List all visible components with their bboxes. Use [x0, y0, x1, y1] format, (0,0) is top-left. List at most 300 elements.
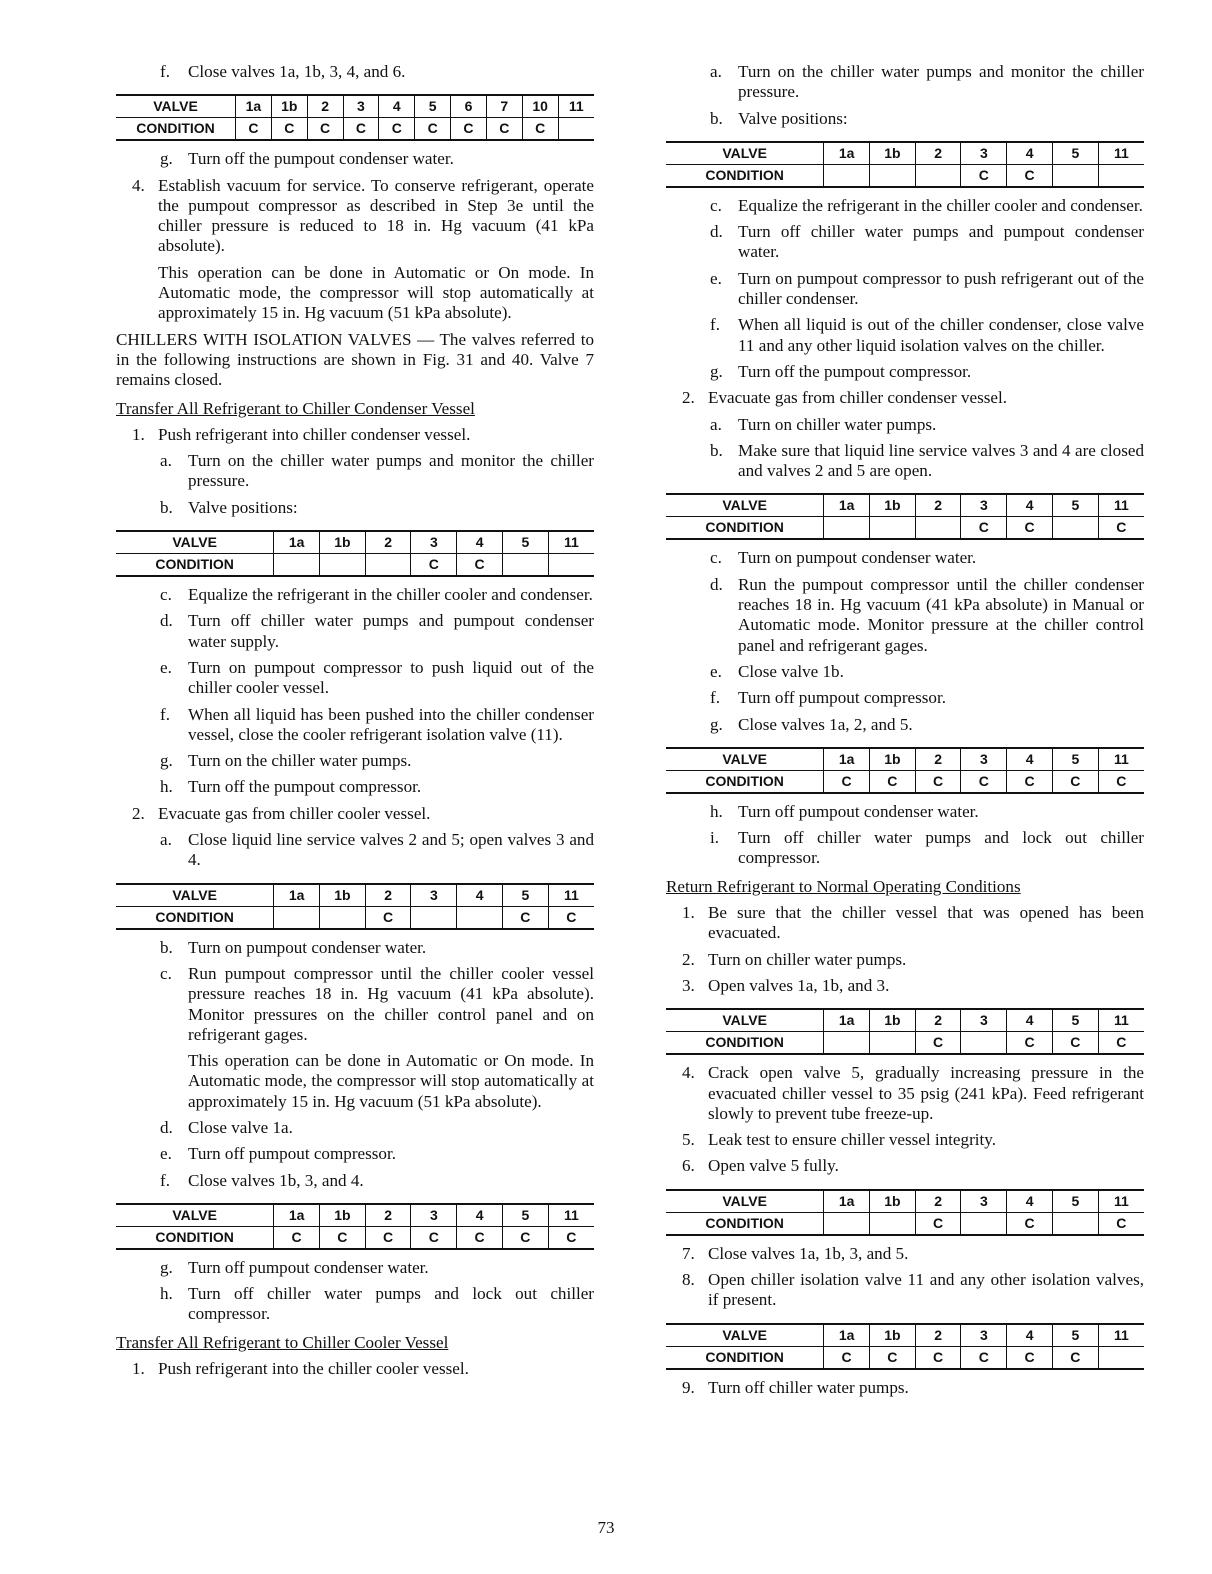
valve-number-cell: 2 — [915, 1009, 961, 1032]
list-item-text: Turn off the pumpout condenser water. — [188, 149, 454, 169]
valve-number-cell: 2 — [915, 494, 961, 517]
condition-label-cell: CONDITION — [705, 519, 784, 536]
valve-number-cell: 1a — [824, 1009, 870, 1032]
valve-number-cell: 4 — [1007, 1324, 1053, 1347]
list-item — [666, 548, 1144, 568]
list-item-text: Run the pumpout compressor until the chiller condenser reaches 18 in. Hg vacuum (41 kPa absolute) in Manual or Automatic mode. Monitor pressure at the chiller control panel and refrigerant gages. — [738, 574, 1144, 655]
valve-condition-cell — [274, 554, 320, 577]
valve-condition-cell — [319, 906, 365, 929]
valve-number-cell: 5 — [1052, 142, 1098, 165]
list-item-text: Equalize the refrigerant in the chiller cooler and condenser. — [188, 585, 593, 605]
valve-condition-cell: C — [451, 118, 487, 141]
valve-number-cell: 3 — [961, 1190, 1007, 1213]
list-item-marker: 4. — [132, 175, 145, 195]
list-item — [666, 315, 1144, 356]
valve-condition-cell — [824, 164, 870, 187]
valve-condition-cell: C — [961, 164, 1007, 187]
valve-number-cell: 11 — [1098, 1190, 1144, 1213]
condition-label-cell: CONDITION — [705, 1034, 784, 1051]
valve-condition-cell — [869, 1032, 915, 1055]
list-item — [666, 688, 1144, 708]
left-column — [116, 62, 594, 1385]
list-item-text: Turn on pumpout condenser water. — [188, 937, 427, 957]
list-item-text: Valve positions: — [188, 497, 298, 517]
valve-condition-cell — [457, 906, 503, 929]
list-item-text: Turn on the chiller water pumps and monitor the chiller pressure. — [188, 451, 594, 491]
valve-condition-cell — [1052, 517, 1098, 540]
list-item-text: Turn off pumpout compressor. — [188, 1144, 396, 1164]
list-item-text: Close liquid line service valves 2 and 5; open valves 3 and 4. — [188, 830, 594, 870]
valve-condition-cell — [915, 164, 961, 187]
page-number: 73 — [597, 1518, 615, 1537]
valve-number-cell: 1b — [869, 1009, 915, 1032]
valve-number-cell: 2 — [365, 531, 411, 554]
valve-condition-cell: C — [365, 1226, 411, 1249]
list-item-text: Turn on chiller water pumps. — [738, 414, 937, 434]
list-item — [116, 451, 594, 492]
list-item — [666, 1270, 1144, 1311]
valve-number-cell: 11 — [548, 884, 594, 907]
list-item-marker: 1. — [132, 1359, 145, 1379]
valve-header-row — [116, 884, 594, 907]
condition-row — [666, 164, 1144, 187]
condition-row — [666, 1032, 1144, 1055]
valve-number-cell: 11 — [548, 531, 594, 554]
valve-condition-cell — [961, 1032, 1007, 1055]
list-item — [116, 1258, 594, 1278]
list-item-text: Close valves 1b, 3, and 4. — [188, 1170, 364, 1190]
list-item-text: Turn on the chiller water pumps and monitor the chiller pressure. — [738, 62, 1144, 102]
valve-header-row — [666, 142, 1144, 165]
list-item-marker: g. — [160, 1257, 173, 1277]
list-item-marker: 1. — [682, 903, 695, 923]
valve-number-cell: 11 — [1098, 1324, 1144, 1347]
list-item — [666, 1156, 1144, 1176]
list-item-marker: d. — [710, 222, 723, 242]
list-item-text: Valve positions: — [738, 108, 848, 128]
valve-table — [666, 141, 1144, 188]
valve-condition-cell: C — [1052, 1346, 1098, 1369]
valve-condition-cell: C — [502, 1226, 548, 1249]
valve-condition-cell — [1098, 164, 1144, 187]
valve-condition-cell: C — [548, 1226, 594, 1249]
valve-number-cell: 4 — [457, 531, 503, 554]
list-item-text: Turn off chiller water pumps and lock out chiller compressor. — [738, 828, 1144, 868]
list-item — [666, 362, 1144, 382]
list-item-marker: c. — [160, 963, 172, 983]
valve-label-cell: VALVE — [666, 748, 824, 771]
valve-number-cell: 2 — [915, 1190, 961, 1213]
valve-condition-cell: C — [1052, 770, 1098, 793]
list-item-marker: 7. — [682, 1243, 695, 1263]
valve-number-cell: 2 — [915, 748, 961, 771]
valve-condition-cell: C — [824, 1346, 870, 1369]
valve-number-cell: 1b — [869, 494, 915, 517]
list-item-text: Run pumpout compressor until the chiller cooler vessel pressure reaches 18 in. Hg vacuum (41 kPa absolute). Monitor pressures on the chiller control panel and on refrigerant gages. — [188, 963, 594, 1044]
list-item-text: Turn off chiller water pumps and pumpout condenser water. — [738, 222, 1144, 262]
valve-condition-cell — [961, 1212, 1007, 1235]
list-item-text: Turn off the pumpout compressor. — [188, 777, 422, 797]
valve-condition-cell: C — [457, 1226, 503, 1249]
list-item-marker: 2. — [682, 949, 695, 969]
condition-label-cell: CONDITION — [705, 166, 784, 183]
valve-number-cell: 5 — [415, 95, 451, 118]
valve-condition-cell — [869, 517, 915, 540]
list-item-marker: 1. — [132, 424, 145, 444]
list-item — [116, 585, 594, 605]
valve-number-cell: 3 — [411, 531, 457, 554]
list-item-marker: f. — [710, 315, 720, 335]
valve-number-cell: 4 — [379, 95, 415, 118]
list-item — [666, 976, 1144, 996]
valve-condition-cell: C — [961, 1346, 1007, 1369]
valve-label-cell: VALVE — [666, 1324, 824, 1347]
paragraph: CHILLERS WITH ISOLATION VALVES — The valves referred to in the following instructions are shown in Fig. 31 and 40. Valve 7 remains closed. — [116, 329, 594, 390]
valve-number-cell: 5 — [502, 1204, 548, 1227]
valve-table — [116, 530, 594, 577]
list-item-marker: f. — [160, 1170, 170, 1190]
condition-label-cell: CONDITION — [155, 556, 234, 573]
valve-number-cell: 4 — [457, 884, 503, 907]
valve-number-cell: 1a — [274, 531, 320, 554]
valve-condition-cell: C — [307, 118, 343, 141]
list-item-text: Turn off the pumpout compressor. — [738, 361, 972, 381]
valve-condition-cell: C — [379, 118, 415, 141]
list-item — [666, 415, 1144, 435]
valve-condition-cell: C — [915, 1346, 961, 1369]
list-item — [666, 662, 1144, 682]
valve-table — [666, 493, 1144, 540]
list-item-marker: 2. — [682, 388, 695, 408]
valve-number-cell: 5 — [1052, 494, 1098, 517]
valve-condition-cell: C — [502, 906, 548, 929]
list-item — [666, 575, 1144, 656]
list-item — [116, 1359, 594, 1379]
valve-number-cell: 1b — [869, 1324, 915, 1347]
valve-condition-cell: C — [411, 554, 457, 577]
condition-label-cell: CONDITION — [705, 1214, 784, 1231]
list-item — [666, 441, 1144, 482]
valve-number-cell: 4 — [1007, 1009, 1053, 1032]
valve-number-cell: 2 — [307, 95, 343, 118]
valve-condition-cell: C — [1007, 1212, 1053, 1235]
list-item-marker: b. — [160, 937, 173, 957]
valve-number-cell: 11 — [1098, 1009, 1144, 1032]
condition-row — [666, 770, 1144, 793]
list-item-marker: a. — [160, 830, 172, 850]
valve-number-cell: 3 — [961, 142, 1007, 165]
valve-number-cell: 3 — [961, 1324, 1007, 1347]
list-item-text: When all liquid has been pushed into the chiller condenser vessel, close the cooler refrigerant isolation valve (11). — [188, 704, 594, 744]
condition-label-cell: CONDITION — [155, 1228, 234, 1245]
list-item-text: Equalize the refrigerant in the chiller cooler and condenser. — [738, 195, 1143, 215]
valve-condition-cell: C — [869, 1346, 915, 1369]
list-item-marker: a. — [710, 414, 722, 434]
valve-number-cell: 1b — [869, 748, 915, 771]
valve-condition-cell: C — [1098, 1032, 1144, 1055]
list-item-text: Close valves 1a, 2, and 5. — [738, 714, 913, 734]
list-item-marker: g. — [710, 714, 723, 734]
list-item — [116, 1118, 594, 1138]
list-item — [116, 964, 594, 1045]
right-column — [666, 62, 1144, 1404]
valve-number-cell: 4 — [1007, 494, 1053, 517]
valve-number-cell: 11 — [1098, 748, 1144, 771]
list-item-text: Turn off pumpout condenser water. — [188, 1257, 429, 1277]
valve-label-cell: VALVE — [666, 1009, 824, 1032]
list-item-text: Turn off chiller water pumps. — [708, 1377, 909, 1397]
list-item-text: Close valve 1b. — [738, 661, 844, 681]
valve-number-cell: 5 — [502, 884, 548, 907]
list-item-marker: 5. — [682, 1130, 695, 1150]
valve-number-cell: 1b — [319, 1204, 365, 1227]
list-item-marker: 8. — [682, 1269, 695, 1289]
valve-condition-cell — [824, 517, 870, 540]
section-heading: Return Refrigerant to Normal Operating Conditions — [666, 876, 1021, 896]
list-item — [666, 388, 1144, 408]
valve-number-cell: 4 — [1007, 748, 1053, 771]
list-item-text: Crack open valve 5, gradually increasing pressure in the evacuated chiller vessel to 35 psig (241 kPa). Feed refrigerant slowly to prevent tube freeze-up. — [708, 1063, 1144, 1123]
valve-condition-cell: C — [274, 1226, 320, 1249]
valve-condition-cell — [365, 554, 411, 577]
condition-row — [116, 1226, 594, 1249]
list-item-marker: c. — [710, 195, 722, 215]
list-item — [666, 1378, 1144, 1398]
valve-condition-cell: C — [365, 906, 411, 929]
valve-number-cell: 2 — [365, 1204, 411, 1227]
list-item-text: Turn off chiller water pumps and pumpout condenser water supply. — [188, 611, 594, 651]
list-item-marker: e. — [160, 1144, 172, 1164]
list-item — [666, 62, 1144, 103]
condition-row — [116, 906, 594, 929]
valve-condition-cell: C — [1007, 1032, 1053, 1055]
list-item — [116, 611, 594, 652]
list-item-text: Be sure that the chiller vessel that was opened has been evacuated. — [708, 903, 1144, 943]
list-item-marker: 6. — [682, 1156, 695, 1176]
valve-condition-cell — [502, 554, 548, 577]
list-item-text: Close valve 1a. — [188, 1117, 293, 1137]
valve-header-row — [116, 95, 594, 118]
valve-label-cell: VALVE — [116, 1204, 274, 1227]
list-item — [666, 950, 1144, 970]
valve-number-cell: 1b — [319, 884, 365, 907]
list-item-marker: e. — [710, 661, 722, 681]
valve-number-cell: 1a — [824, 748, 870, 771]
valve-number-cell: 1a — [824, 494, 870, 517]
list-item-text: Turn on chiller water pumps. — [708, 949, 907, 969]
valve-condition-cell: C — [915, 1032, 961, 1055]
valve-table — [116, 883, 594, 930]
valve-condition-cell — [824, 1212, 870, 1235]
list-item-marker: c. — [160, 585, 172, 605]
valve-header-row — [116, 531, 594, 554]
valve-header-row — [666, 748, 1144, 771]
list-item — [116, 830, 594, 871]
list-item-marker: 4. — [682, 1063, 695, 1083]
valve-condition-cell: C — [415, 118, 451, 141]
list-item — [116, 498, 594, 518]
list-item — [116, 705, 594, 746]
valve-condition-cell: C — [915, 770, 961, 793]
valve-condition-cell: C — [1007, 164, 1053, 187]
list-item — [666, 903, 1144, 944]
condition-label-cell: CONDITION — [705, 1348, 784, 1365]
list-item-marker: h. — [160, 1284, 173, 1304]
list-item-text: Make sure that liquid line service valves 3 and 4 are closed and valves 2 and 5 are open. — [738, 440, 1144, 481]
list-item-text: Establish vacuum for service. To conserve refrigerant, operate the pumpout compressor as described in Step 3e until the chiller pressure is reduced to 18 in. Hg vacuum (41 kPa absolute). — [158, 175, 594, 256]
valve-number-cell: 1b — [869, 142, 915, 165]
valve-table — [666, 747, 1144, 794]
condition-label-cell: CONDITION — [155, 908, 234, 925]
valve-table — [116, 1203, 594, 1250]
section-heading: Transfer All Refrigerant to Chiller Cooler Vessel — [116, 1332, 449, 1352]
valve-label-cell: VALVE — [116, 95, 236, 118]
valve-number-cell: 11 — [1098, 142, 1144, 165]
list-item-marker: c. — [710, 548, 722, 568]
valve-number-cell: 7 — [486, 95, 522, 118]
list-item-marker: g. — [710, 361, 723, 381]
valve-label-cell: VALVE — [666, 494, 824, 517]
valve-condition-cell: C — [961, 517, 1007, 540]
valve-condition-cell: C — [319, 1226, 365, 1249]
list-item-marker: 9. — [682, 1377, 695, 1397]
list-item — [116, 751, 594, 771]
valve-number-cell: 4 — [1007, 142, 1053, 165]
valve-condition-cell: C — [1052, 1032, 1098, 1055]
list-item-text: Close valves 1a, 1b, 3, and 5. — [708, 1243, 909, 1263]
list-item-text: Evacuate gas from chiller cooler vessel. — [158, 803, 431, 823]
valve-table — [116, 94, 594, 141]
valve-number-cell: 1b — [271, 95, 307, 118]
valve-header-row — [666, 1190, 1144, 1213]
condition-row — [116, 554, 594, 577]
valve-condition-cell — [558, 118, 594, 141]
valve-condition-cell: C — [1098, 770, 1144, 793]
valve-number-cell: 1b — [319, 531, 365, 554]
list-item-text: Turn on pumpout compressor to push refrigerant out of the chiller condenser. — [738, 268, 1144, 309]
list-item-marker: 3. — [682, 975, 695, 995]
valve-number-cell: 1b — [869, 1190, 915, 1213]
list-item-marker: e. — [710, 268, 722, 288]
list-item-marker: b. — [710, 108, 723, 128]
list-item — [116, 658, 594, 699]
valve-number-cell: 4 — [457, 1204, 503, 1227]
valve-header-row — [666, 1009, 1144, 1032]
list-item — [116, 1171, 594, 1191]
valve-number-cell: 11 — [1098, 494, 1144, 517]
condition-row — [116, 118, 594, 141]
list-item-text: Open valve 5 fully. — [708, 1156, 839, 1176]
valve-number-cell: 1a — [236, 95, 272, 118]
valve-number-cell: 1a — [274, 1204, 320, 1227]
valve-number-cell: 2 — [365, 884, 411, 907]
valve-condition-cell: C — [824, 770, 870, 793]
list-item — [116, 777, 594, 797]
list-item-marker: d. — [160, 611, 173, 631]
list-item-text: Turn off chiller water pumps and lock out chiller compressor. — [188, 1284, 594, 1324]
valve-header-row — [666, 494, 1144, 517]
valve-condition-cell: C — [961, 770, 1007, 793]
list-item-text: Turn on pumpout condenser water. — [738, 548, 977, 568]
list-item — [116, 1284, 594, 1325]
valve-table — [666, 1008, 1144, 1055]
valve-number-cell: 3 — [411, 884, 457, 907]
valve-condition-cell — [824, 1032, 870, 1055]
section-heading: Transfer All Refrigerant to Chiller Condenser Vessel — [116, 398, 475, 418]
list-item — [116, 149, 594, 169]
valve-condition-cell — [1098, 1346, 1144, 1369]
valve-number-cell: 1a — [824, 1324, 870, 1347]
list-item-text: Open chiller isolation valve 11 and any other isolation valves, if present. — [708, 1269, 1144, 1310]
valve-condition-cell: C — [271, 118, 307, 141]
valve-label-cell: VALVE — [666, 1190, 824, 1213]
list-item-text: Leak test to ensure chiller vessel integrity. — [708, 1130, 996, 1150]
valve-condition-cell: C — [1007, 1346, 1053, 1369]
valve-number-cell: 1a — [824, 142, 870, 165]
valve-condition-cell — [1052, 164, 1098, 187]
condition-row — [666, 1346, 1144, 1369]
list-item-marker: b. — [710, 440, 723, 460]
valve-number-cell: 1a — [274, 884, 320, 907]
valve-number-cell: 5 — [1052, 1190, 1098, 1213]
list-item-text: Turn off pumpout condenser water. — [738, 801, 979, 821]
valve-condition-cell: C — [486, 118, 522, 141]
list-item-text: Turn off pumpout compressor. — [738, 688, 946, 708]
valve-condition-cell: C — [522, 118, 558, 141]
valve-number-cell: 6 — [451, 95, 487, 118]
valve-number-cell: 1a — [824, 1190, 870, 1213]
list-item-text: Turn on pumpout compressor to push liquid out of the chiller cooler vessel. — [188, 657, 594, 698]
valve-condition-cell — [274, 906, 320, 929]
valve-condition-cell — [411, 906, 457, 929]
valve-condition-cell: C — [343, 118, 379, 141]
list-item-marker: f. — [160, 62, 170, 81]
list-item-marker: f. — [160, 704, 170, 724]
valve-condition-cell: C — [236, 118, 272, 141]
list-item — [666, 802, 1144, 822]
list-item — [666, 222, 1144, 263]
list-item-marker: 2. — [132, 803, 145, 823]
valve-header-row — [666, 1324, 1144, 1347]
valve-condition-cell — [1052, 1212, 1098, 1235]
list-item — [666, 269, 1144, 310]
valve-number-cell: 4 — [1007, 1190, 1053, 1213]
list-item-text: Close valves 1a, 1b, 3, 4, and 6. — [188, 62, 406, 81]
condition-row — [666, 517, 1144, 540]
list-item-marker: a. — [160, 451, 172, 471]
valve-number-cell: 5 — [1052, 748, 1098, 771]
list-item — [116, 1144, 594, 1164]
valve-number-cell: 5 — [1052, 1009, 1098, 1032]
list-item — [116, 804, 594, 824]
valve-number-cell: 3 — [411, 1204, 457, 1227]
list-item-marker: i. — [710, 828, 720, 848]
list-item — [666, 1244, 1144, 1264]
valve-condition-cell — [319, 554, 365, 577]
valve-condition-cell: C — [548, 906, 594, 929]
list-item-marker: h. — [710, 801, 723, 821]
list-item-marker: e. — [160, 657, 172, 677]
list-item-marker: f. — [710, 688, 720, 708]
valve-condition-cell: C — [1098, 1212, 1144, 1235]
list-item — [116, 176, 594, 257]
valve-number-cell: 5 — [502, 531, 548, 554]
valve-condition-cell: C — [869, 770, 915, 793]
list-item — [666, 109, 1144, 129]
list-item-text: Turn on the chiller water pumps. — [188, 751, 412, 771]
valve-condition-cell — [548, 554, 594, 577]
list-item-text: Open valves 1a, 1b, and 3. — [708, 975, 890, 995]
